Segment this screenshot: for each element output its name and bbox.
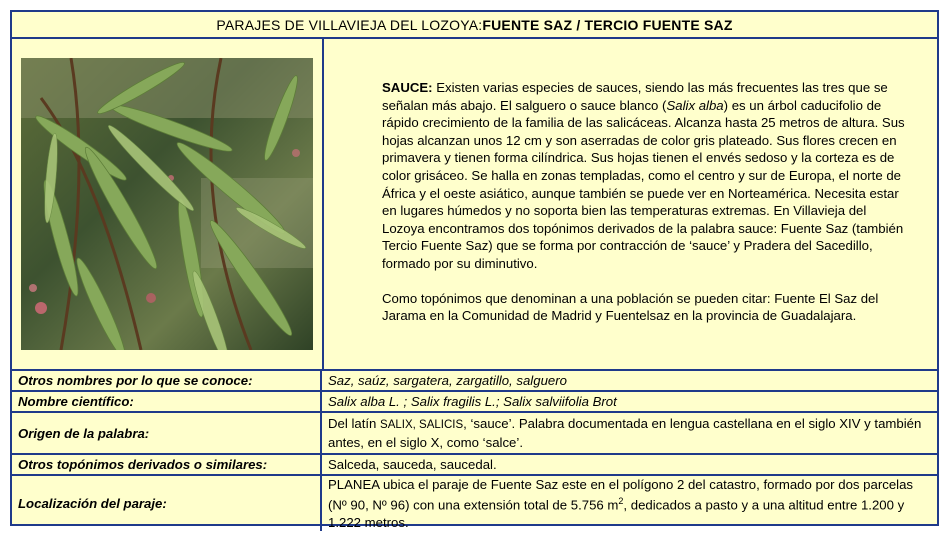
row-label: Otros topónimos derivados o similares: — [12, 455, 322, 474]
row-nombre-cientifico — [12, 392, 937, 413]
description-text-b: ) es un árbol caducifolio de rápido crecimiento de la familia de las salicáceas. Alcanza hasta 25 metros de altura. Sus hojas alcanzan unos 12 cm y son aserradas de color gris plateado. Sus flores crecen en primavera y tienen forma cilíndrica. Sus hojas tienen el envés sedoso y la corteza es de color grisáceo. Se halla en zonas templadas, como el centro y sur de Europa, el norte de África y el oeste asiático, aunque también se puede ver en Norteamérica. Necesita estar en lugares húmedos y no soporta bien las temperaturas extremas. En Villavieja del Lozoya encontramos dos topónimos derivados de la palabra sauce: Fuente Saz (también Tercio Fuente Saz) que se forma por contracción de ‘sauce’ y Pradera del Sacedillo, formado por su diminutivo. — [382, 97, 905, 271]
row-value: Salceda, sauceda, saucedal. — [328, 457, 497, 472]
title-place: FUENTE SAZ / TERCIO FUENTE SAZ — [482, 16, 733, 33]
row-label: Localización del paraje: — [12, 476, 322, 531]
photo-cell — [12, 39, 324, 369]
description-paragraph-2: Como topónimos que denominan a una población se pueden citar: Fuente El Saz del Jarama en la Comunidad de Madrid y Fuentelsaz en la provincia de Guadalajara. — [382, 290, 879, 324]
willow-leaves-image — [21, 58, 313, 350]
row-label: Origen de la palabra: — [12, 413, 322, 453]
description-scientific: Salix alba — [666, 97, 724, 113]
description-paragraph-1 — [382, 79, 907, 273]
row-value: PLANEA ubica el paraje de Fuente Saz este en el polígono 2 del catastro, formado por dos parcelas (Nº 90, Nº 96) con una extensión total de 5.756 $m^2$, dedicados a pasto y a una altitud entre 1.200 y 1.222 metros. — [328, 477, 914, 530]
main-section — [12, 39, 937, 371]
row-toponimos — [12, 455, 937, 476]
row-value: Salix alba L. ; Salix fragilis L.; Salix salviifolia Brot — [328, 394, 617, 409]
page-title — [12, 12, 937, 39]
row-label: Nombre científico: — [12, 392, 322, 411]
record-sheet — [10, 10, 939, 530]
row-origen — [12, 413, 937, 455]
description-cell — [324, 39, 937, 369]
description-text-a: Existen varias especies de sauces, siendo las más frecuentes las tres que se señalan más abajo. El salguero o sauce blanco ( — [382, 80, 888, 113]
row-value: Del latín SALIX, SALICIS, ‘sauce’. Palabra documentada en lengua castellana en el siglo XIV y también antes, en el siglo X, como ‘salce’. — [328, 416, 922, 450]
row-localizacion — [12, 476, 937, 531]
row-label: Otros nombres por lo que se conoce: — [12, 371, 322, 390]
row-value: Saz, saúz, sargatera, zargatillo, salguero — [328, 373, 567, 388]
description-term: SAUCE: — [382, 80, 433, 95]
title-prefix: PARAJES DE VILLAVIEJA DEL LOZOYA: — [216, 16, 483, 33]
row-otros-nombres — [12, 371, 937, 392]
willow-photo — [21, 58, 313, 350]
